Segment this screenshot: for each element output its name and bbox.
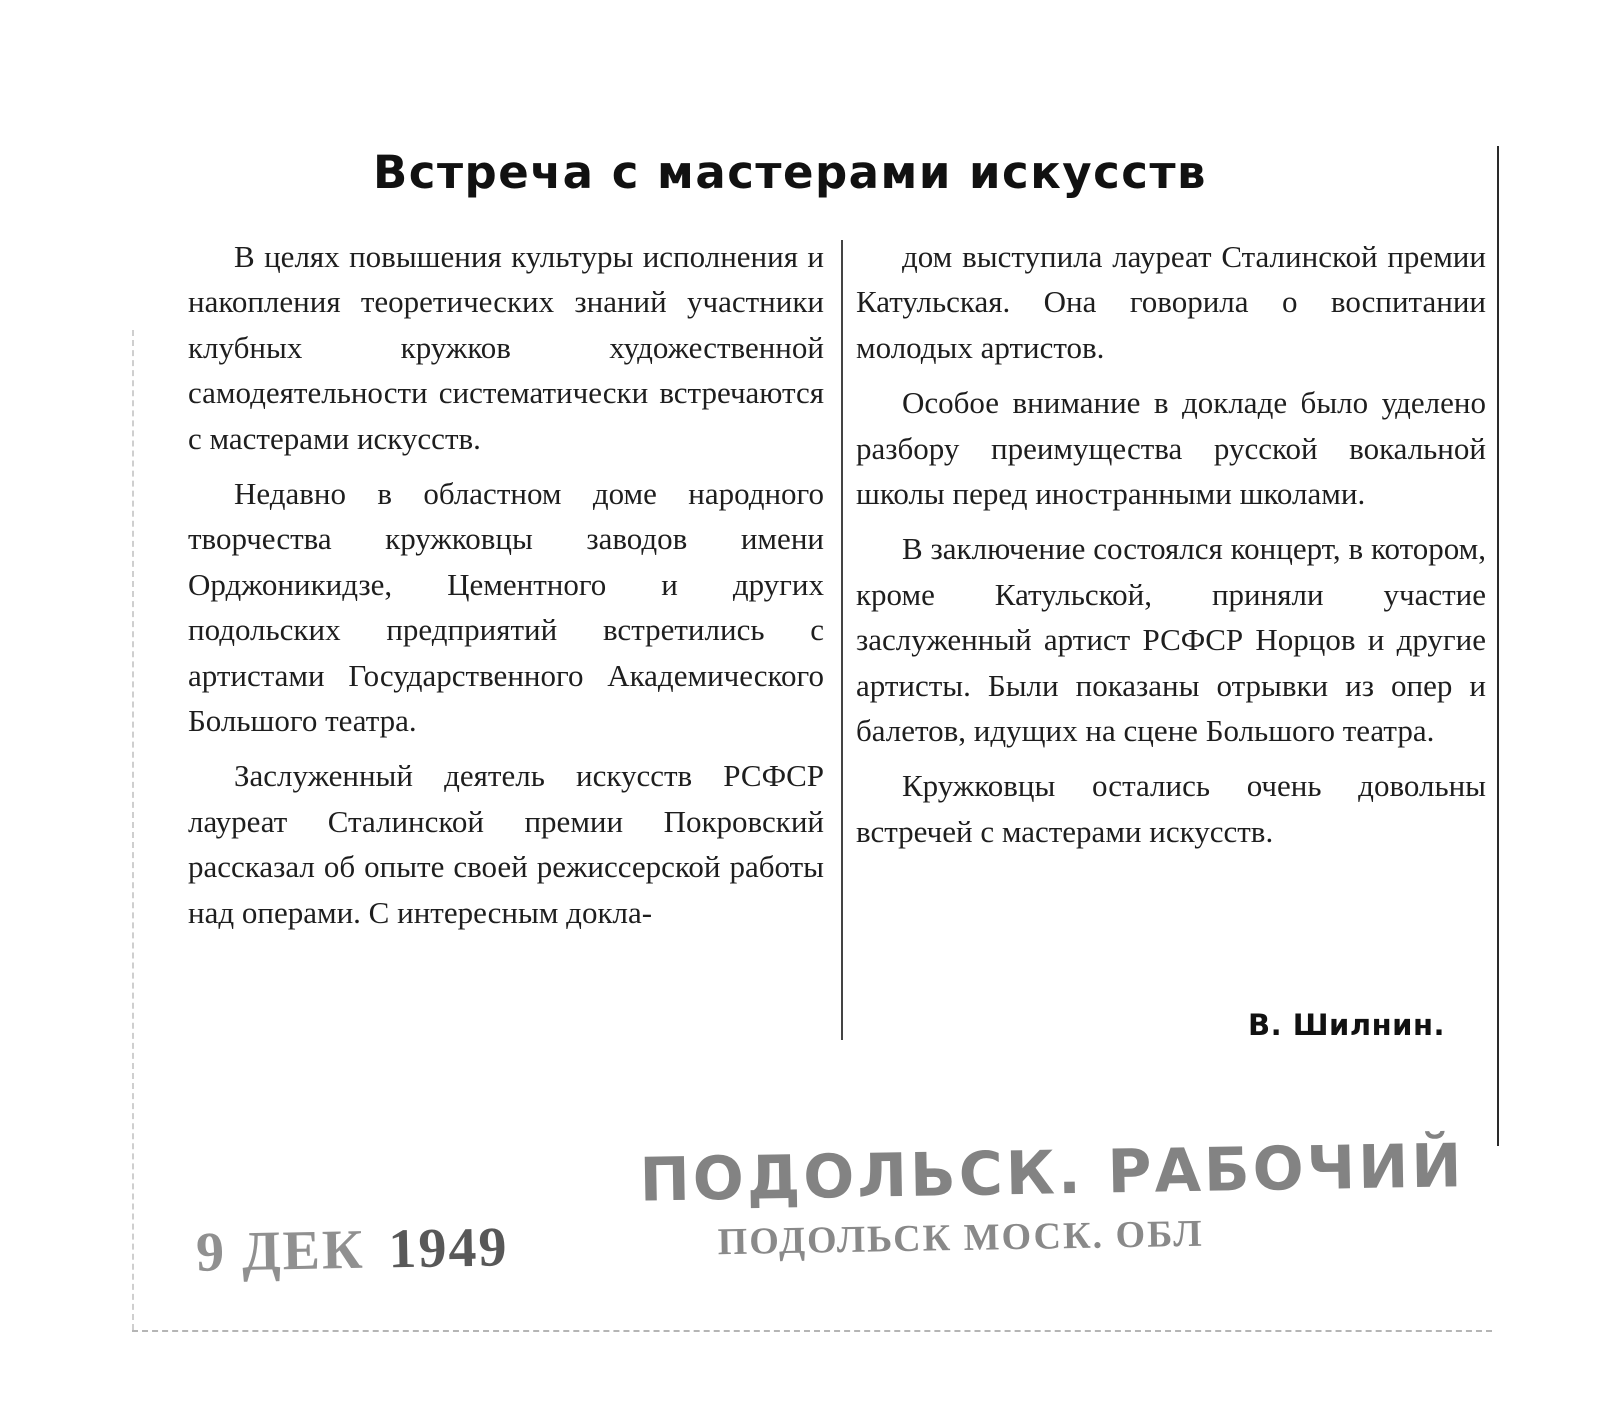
article-paragraph: Заслуженный деятель искусств РСФСР лауреат Сталинской премии Покровский рассказал об опыте своей режиссерской работы над операми. С интересным докла-: [188, 758, 824, 930]
date-stamp-day-month: 9 ДЕК: [195, 1218, 366, 1284]
newspaper-name: ПОДОЛЬСК. РАБОЧИЙ: [639, 1131, 1466, 1216]
clipping-cut-line-left: [132, 330, 134, 1330]
article-paragraph: В целях повышения культуры исполнения и накопления теоретических знаний участники клубных кружков художественной самодеятельности систематически встречаются с мастерами искусств.: [188, 239, 824, 456]
article-author-signature: В. Шилнин.: [1248, 1008, 1446, 1042]
clipping-cut-line-bottom: [132, 1330, 1492, 1332]
date-stamp: [195, 1215, 509, 1284]
article-paragraph: В заключение состоялся концерт, в котором, кроме Катульской, приняли участие заслуженный артист РСФСР Норцов и другие артисты. Были показаны отрывки из опер и балетов, идущих на сцене Большого театра.: [856, 531, 1486, 749]
column-divider: [841, 240, 843, 1040]
date-stamp-year: 1949: [387, 1216, 510, 1281]
newspaper-place: ПОДОЛЬСК МОСК. ОБЛ: [717, 1212, 1204, 1264]
article-column-right: [856, 234, 1486, 864]
article-paragraph: дом выступила лауреат Сталинской премии Катульская. Она говорила о воспитании молодых артистов.: [856, 239, 1486, 365]
article-paragraph: Кружковцы остались очень довольны встречей с мастерами искусств.: [856, 768, 1486, 849]
article-paragraph: Недавно в областном доме народного творчества кружковцы заводов имени Орджоникидзе, Цементного и других подольских предприятий встретились с артистами Государственного Академического Большого театра.: [188, 476, 824, 739]
clipping-edge-right: [1497, 146, 1499, 1146]
article-headline: Встреча с мастерами искусств: [372, 146, 1208, 199]
article-column-left: [188, 234, 824, 945]
newspaper-source-stamp: [639, 1131, 1466, 1265]
article-paragraph: Особое внимание в докладе было уделено разбору преимущества русской вокальной школы перед иностранными школами.: [856, 385, 1486, 512]
